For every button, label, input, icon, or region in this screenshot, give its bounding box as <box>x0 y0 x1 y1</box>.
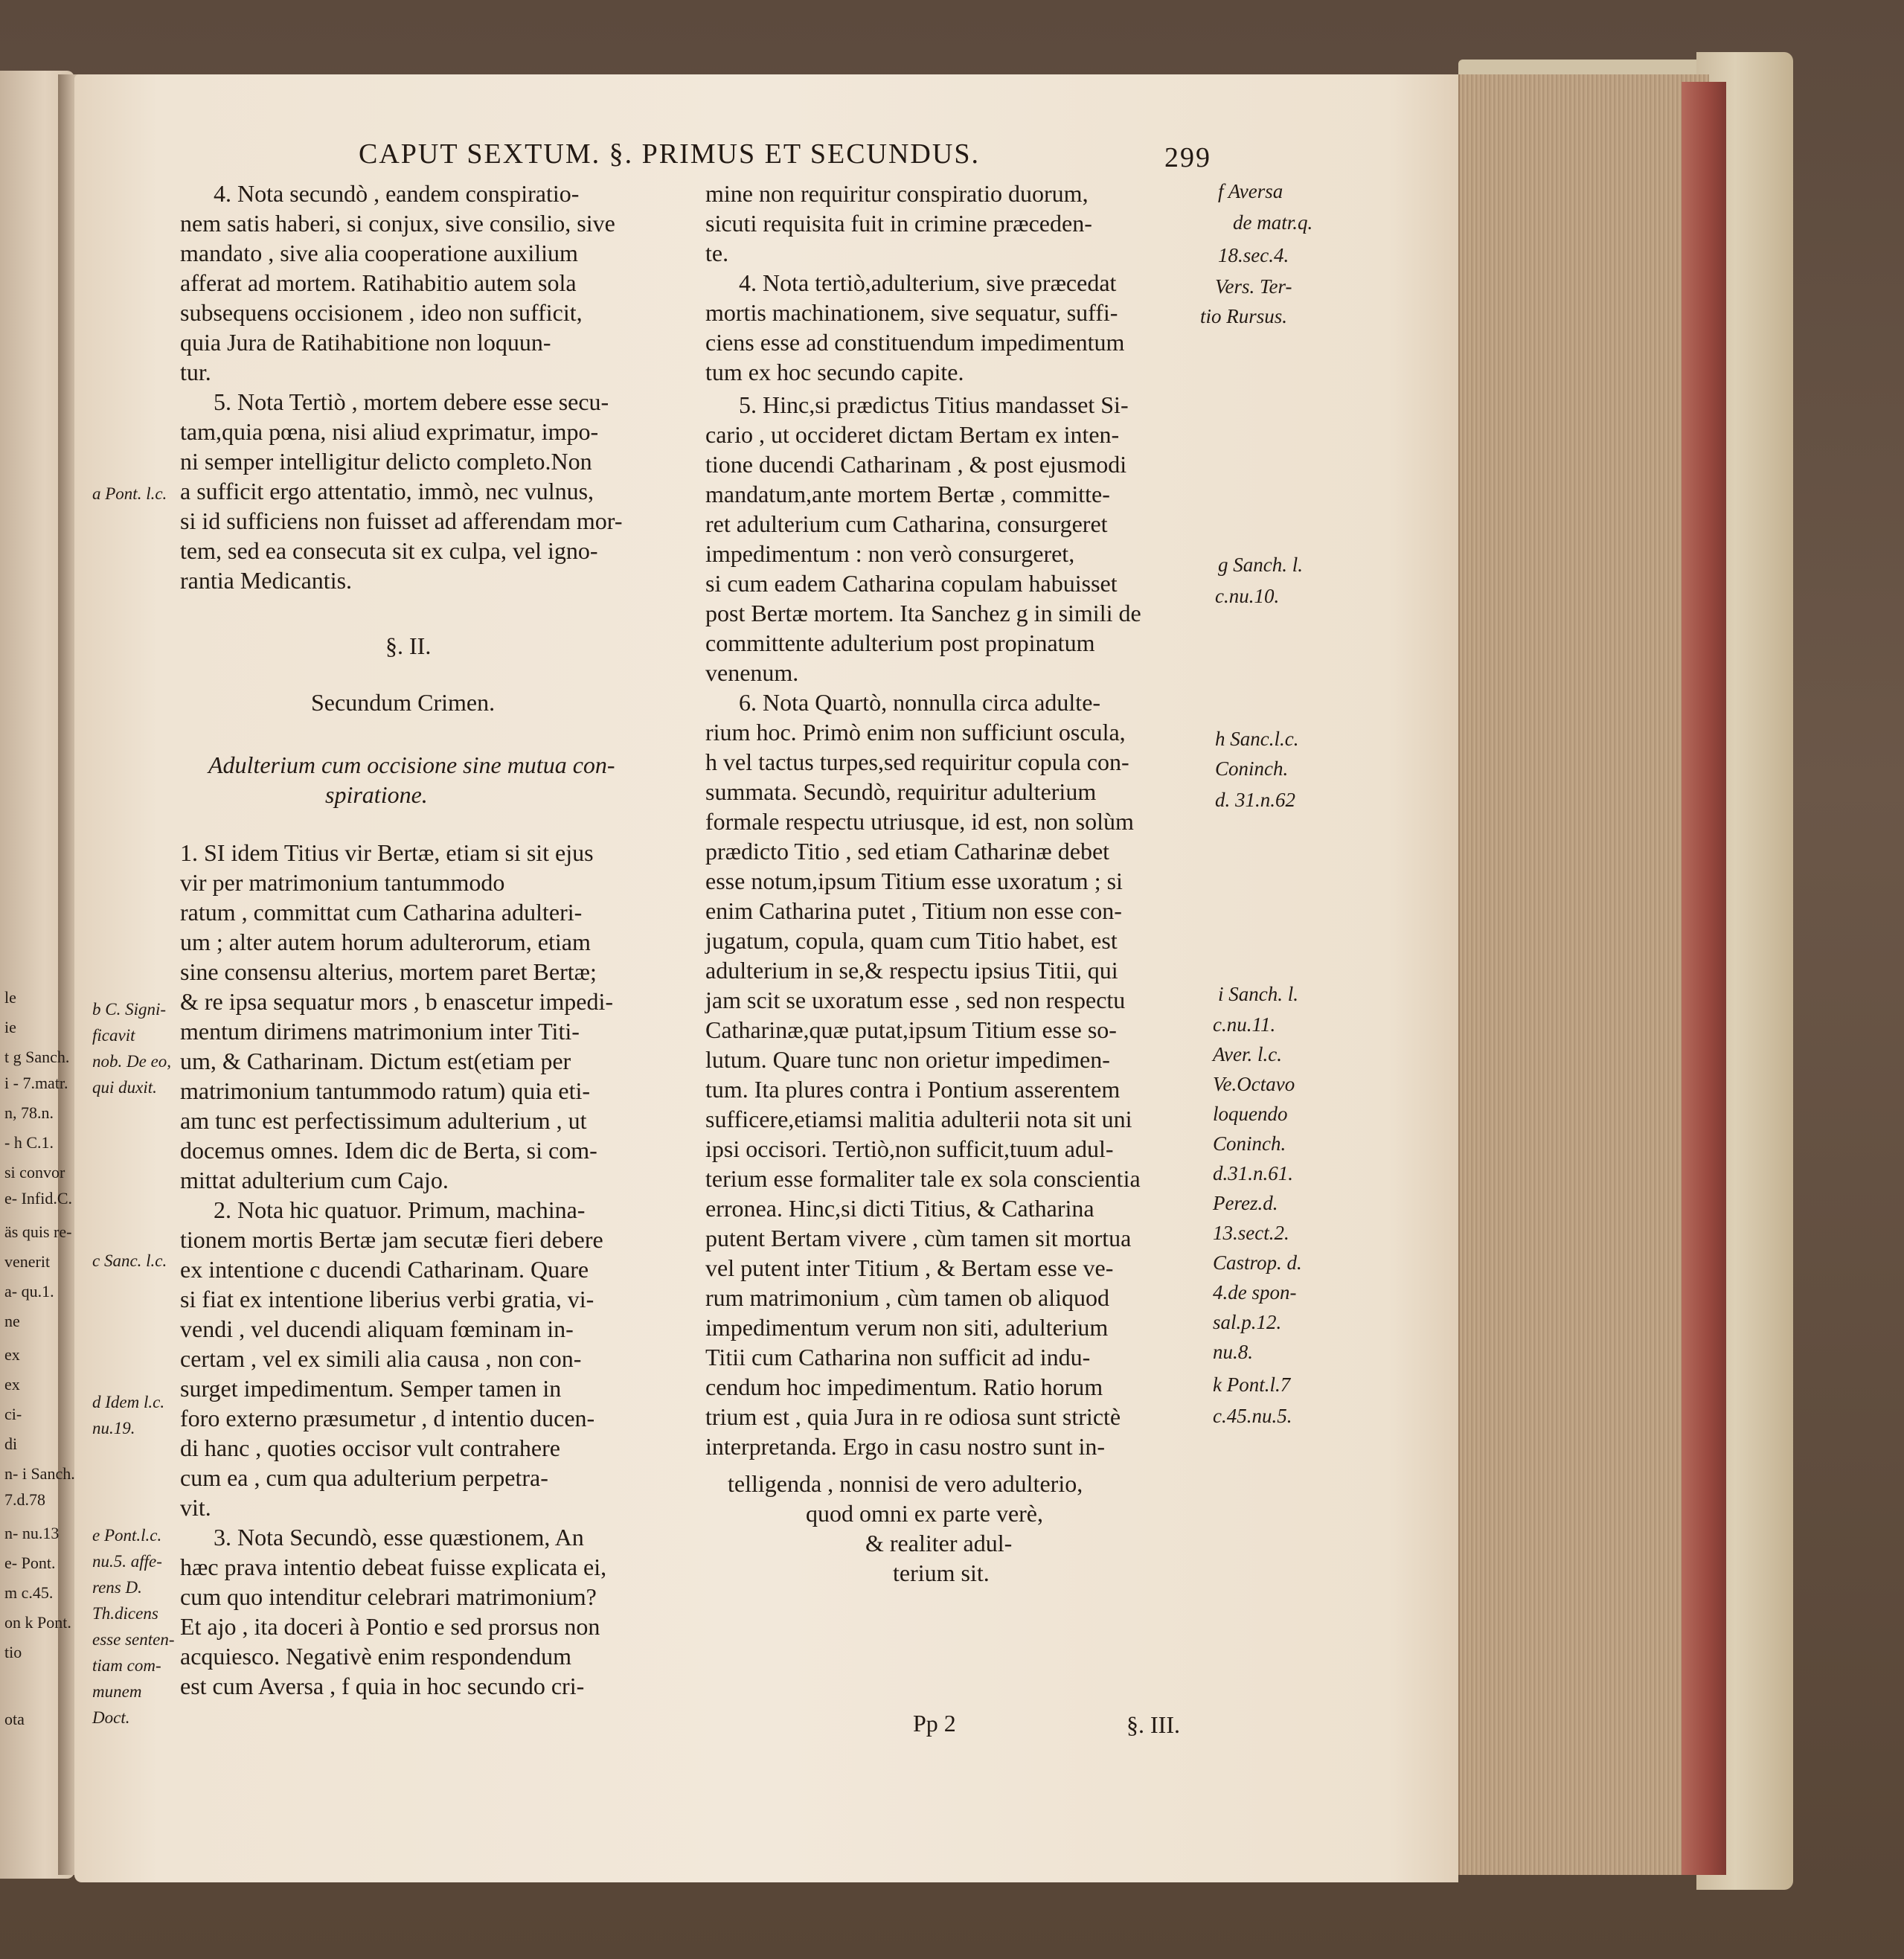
left-line: cum ea , cum qua adulterium perpetra- <box>180 1464 548 1491</box>
right-line: te. <box>705 240 729 266</box>
prev-fragment: di <box>4 1434 18 1453</box>
prev-fragment: ie <box>4 1018 16 1036</box>
left-line: tem, sed ea consecuta sit ex culpa, vel igno- <box>180 537 598 564</box>
section-mark: §. II. <box>385 632 432 659</box>
margin-note: b C. Signi- <box>92 1000 167 1019</box>
right-line: Catharinæ,quæ putat,ipsum Titium esse so- <box>705 1016 1117 1043</box>
margin-note: tio Rursus. <box>1200 305 1288 327</box>
prev-fragment: tio <box>4 1643 22 1661</box>
margin-note: 13.sect.2. <box>1213 1222 1289 1244</box>
right-line: ciens esse ad constituendum impedimentum <box>705 329 1125 356</box>
margin-note: d.31.n.61. <box>1213 1162 1293 1184</box>
right-line: 5. Hinc,si prædictus Titius mandasset Si- <box>739 391 1129 418</box>
prev-fragment: - h C.1. <box>4 1133 54 1152</box>
prev-fragment: 7.d.78 <box>4 1490 45 1509</box>
prev-fragment: n- nu.13 <box>4 1524 60 1542</box>
left-line: 3. Nota Secundò, esse quæstionem, An <box>214 1524 584 1551</box>
right-line: committente adulterium post propinatum <box>705 629 1095 656</box>
left-line: Et ajo , ita doceri à Pontio e sed prorsus non <box>180 1613 600 1640</box>
right-line: sicuti requisita fuit in crimine præceden- <box>705 210 1092 237</box>
margin-note: nu.8. <box>1213 1341 1253 1363</box>
margin-note: de matr.q. <box>1233 211 1313 234</box>
margin-note: munem <box>92 1682 142 1701</box>
prev-fragment: n, 78.n. <box>4 1103 54 1122</box>
left-line: sine consensu alterius, mortem paret Bertæ; <box>180 958 597 985</box>
left-line: matrimonium tantummodo ratum) quia eti- <box>180 1077 590 1104</box>
left-line: est cum Aversa , f quia in hoc secundo cri- <box>180 1673 585 1699</box>
margin-note: 18.sec.4. <box>1218 244 1289 266</box>
left-line: ratum , committat cum Catharina adulteri- <box>180 899 583 926</box>
prev-fragment: e- Infid.C. <box>4 1189 73 1208</box>
left-line: tionem mortis Bertæ jam secutæ fieri debere <box>180 1226 603 1253</box>
right-line: cendum hoc impedimentum. Ratio horum <box>705 1373 1103 1400</box>
right-line: jugatum, copula, quam cum Titio habet, est <box>705 927 1118 954</box>
right-line: rium hoc. Primò enim non sufficiunt oscula, <box>705 719 1126 746</box>
left-line: vendi , vel ducendi aliquam fœminam in- <box>180 1315 574 1342</box>
left-line: 2. Nota hic quatuor. Primum, machina- <box>214 1196 586 1223</box>
prev-fragment: ne <box>4 1312 20 1330</box>
margin-note: c.nu.11. <box>1213 1013 1276 1036</box>
margin-note: Castrop. d. <box>1213 1251 1302 1274</box>
margin-note: nob. De eo, <box>92 1052 172 1071</box>
margin-note: ficavit <box>92 1026 135 1045</box>
left-line: vir per matrimonium tantummodo <box>180 869 505 896</box>
margin-note: f Aversa <box>1218 180 1283 202</box>
margin-note: i Sanch. l. <box>1218 983 1298 1005</box>
right-line: terium esse formaliter tale ex sola conscientia <box>705 1165 1141 1192</box>
right-line: vel putent inter Titium , & Bertam esse ve- <box>705 1254 1114 1281</box>
left-line: ni semper intelligitur delicto completo.Non <box>180 448 592 475</box>
section-title: Secundum Crimen. <box>311 689 496 716</box>
closing-line: telligenda , nonnisi de vero adulterio, <box>728 1470 1083 1497</box>
right-line: jam scit se uxoratum esse , sed non respectu <box>705 987 1126 1013</box>
prev-fragment: n- i Sanch. <box>4 1464 75 1483</box>
prev-fragment: on k Pont. <box>4 1613 71 1632</box>
left-line: di hanc , quoties occisor vult contrahere <box>180 1434 560 1461</box>
right-line: enim Catharina putet , Titium non esse con- <box>705 897 1122 924</box>
left-line: 5. Nota Tertiò , mortem debere esse secu- <box>214 388 609 415</box>
right-line: 6. Nota Quartò, nonnulla circa adulte- <box>739 689 1101 716</box>
margin-note: 4.de spon- <box>1213 1281 1297 1304</box>
right-line: tum. Ita plures contra i Pontium asserentem <box>705 1076 1121 1103</box>
left-line: 1. SI idem Titius vir Bertæ, etiam si sit ejus <box>180 839 594 866</box>
left-line: um ; alter autem horum adulterorum, etiam <box>180 929 591 955</box>
right-line: mortis machinationem, sive sequatur, suffi- <box>705 299 1118 326</box>
left-line: tam,quia pœna, nisi aliud exprimatur, impo- <box>180 418 599 445</box>
right-line: erronea. Hinc,si dicti Titius, & Catharina <box>705 1195 1094 1222</box>
red-page-edge <box>1682 82 1726 1875</box>
left-line: si id sufficiens non fuisset ad afferendam mor- <box>180 507 623 534</box>
prev-fragment: e- Pont. <box>4 1554 56 1572</box>
left-line: docemus omnes. Idem dic de Berta, si com- <box>180 1137 597 1164</box>
right-line: sufficere,etiamsi malitia adulterii nota sit uni <box>705 1106 1132 1132</box>
right-line: Titii cum Catharina non sufficit ad indu- <box>705 1344 1091 1370</box>
closing-line: quod omni ex parte verè, <box>806 1500 1043 1527</box>
margin-note: d. 31.n.62 <box>1215 789 1295 811</box>
margin-note: c.nu.10. <box>1215 585 1280 607</box>
left-line: nem satis haberi, si conjux, sive consilio, sive <box>180 210 615 237</box>
margin-note: c Sanc. l.c. <box>92 1251 167 1270</box>
right-line: mine non requiritur conspiratio duorum, <box>705 180 1089 207</box>
margin-note: h Sanc.l.c. <box>1215 728 1299 750</box>
running-title: CAPUT SEXTUM. §. PRIMUS ET SECUNDUS. <box>359 138 980 170</box>
margin-note: c.45.nu.5. <box>1213 1405 1292 1427</box>
closing-line: terium sit. <box>893 1559 990 1586</box>
left-line: subsequens occisionem , ideo non sufficit, <box>180 299 583 326</box>
margin-note: nu.19. <box>92 1419 135 1437</box>
left-line: 4. Nota secundò , eandem conspiratio- <box>214 180 580 207</box>
margin-note: Doct. <box>92 1708 130 1727</box>
margin-note: Coninch. <box>1213 1132 1286 1155</box>
prev-fragment: ex <box>4 1375 20 1394</box>
right-line: rum matrimonium , cùm tamen ob aliquod <box>705 1284 1110 1311</box>
margin-note: Perez.d. <box>1213 1192 1278 1214</box>
left-line: mittat adulterium cum Cajo. <box>180 1167 449 1193</box>
right-line: trium est , quia Jura in re odiosa sunt strictè <box>705 1403 1121 1430</box>
right-line: lutum. Quare tunc non orietur impedimen- <box>705 1046 1110 1073</box>
right-line: h vel tactus turpes,sed requiritur copula con- <box>705 748 1129 775</box>
right-line: impedimentum : non verò consurgeret, <box>705 540 1075 567</box>
right-line: putent Bertam vivere , cùm tamen sit mortua <box>705 1225 1132 1251</box>
left-line: hæc prava intentio debeat fuisse explicata ei, <box>180 1554 607 1580</box>
page-number: 299 <box>1164 142 1211 173</box>
left-line: a sufficit ergo attentatio, immò, nec vulnus, <box>180 478 594 504</box>
right-line: prædicto Titio , sed etiam Catharinæ debet <box>705 838 1110 865</box>
prev-fragment: si convor <box>4 1163 65 1182</box>
left-line: ex intentione c ducendi Catharinam. Quare <box>180 1256 589 1283</box>
margin-note: Coninch. <box>1215 757 1289 780</box>
margin-note: a Pont. l.c. <box>92 484 167 503</box>
margin-note: nu.5. affe- <box>92 1552 162 1571</box>
margin-note: loquendo <box>1213 1103 1288 1125</box>
signature-mark: Pp 2 <box>913 1710 956 1737</box>
left-line: am tunc est perfectissimum adulterium , ut <box>180 1107 587 1134</box>
right-line: 4. Nota tertiò,adulterium, sive præcedat <box>739 269 1117 296</box>
right-line: venenum. <box>705 659 799 686</box>
prev-fragment: t g Sanch. <box>4 1048 70 1066</box>
margin-note: rens D. <box>92 1578 142 1597</box>
prev-fragment: le <box>4 988 16 1007</box>
left-line: si fiat ex intentione liberius verbi gratia, vi- <box>180 1286 594 1312</box>
prev-fragment: a- qu.1. <box>4 1282 54 1301</box>
left-line: tur. <box>180 359 211 385</box>
margin-note: qui duxit. <box>92 1078 157 1097</box>
margin-note: d Idem l.c. <box>92 1393 165 1411</box>
right-line: formale respectu utriusque, id est, non solùm <box>705 808 1134 835</box>
right-line: cario , ut occideret dictam Bertam ex inten- <box>705 421 1120 448</box>
left-line: cum quo intenditur celebrari matrimonium? <box>180 1583 597 1610</box>
page-fore-edge <box>1458 74 1709 1875</box>
left-line: surget impedimentum. Semper tamen in <box>180 1375 562 1402</box>
right-line: ret adulterium cum Catharina, consurgeret <box>705 510 1108 537</box>
margin-note: Th.dicens <box>92 1604 158 1623</box>
right-line: impedimentum verum non siti, adulterium <box>705 1314 1109 1341</box>
right-line: mandatum,ante mortem Bertæ , committe- <box>705 481 1110 507</box>
left-line: certam , vel ex simili alia causa , non con- <box>180 1345 582 1372</box>
margin-note: k Pont.l.7 <box>1213 1373 1291 1396</box>
right-line: adulterium in se,& respectu ipsius Titii, qui <box>705 957 1118 984</box>
left-line: mandato , sive alia cooperatione auxilium <box>180 240 578 266</box>
margin-note: g Sanch. l. <box>1218 554 1303 576</box>
prev-fragment: m c.45. <box>4 1583 54 1602</box>
left-line: & re ipsa sequatur mors , b enascetur impedi- <box>180 988 614 1015</box>
prev-fragment: venerit <box>4 1252 51 1271</box>
left-line: mentum dirimens matrimonium inter Titi- <box>180 1018 580 1045</box>
left-line: foro externo præsumetur , d intentio ducen- <box>180 1405 595 1431</box>
section-subtitle: spiratione. <box>325 781 428 808</box>
right-line: ipsi occisori. Tertiò,non sufficit,tuum adul- <box>705 1135 1114 1162</box>
right-line: si cum eadem Catharina copulam habuisset <box>705 570 1118 597</box>
section-subtitle: Adulterium cum occisione sine mutua con- <box>208 751 615 778</box>
prev-fragment: äs quis re- <box>4 1222 72 1241</box>
right-line: interpretanda. Ergo in casu nostro sunt in- <box>705 1433 1106 1460</box>
right-line: post Bertæ mortem. Ita Sanchez g in simili de <box>705 600 1141 626</box>
left-line: vit. <box>180 1494 211 1521</box>
margin-note: Vers. Ter- <box>1215 275 1292 298</box>
margin-note: esse senten- <box>92 1630 175 1649</box>
right-line: esse notum,ipsum Titium esse uxoratum ; si <box>705 868 1123 894</box>
margin-note: tiam com- <box>92 1656 161 1675</box>
closing-line: & realiter adul- <box>865 1530 1013 1556</box>
left-line: um, & Catharinam. Dictum est(etiam per <box>180 1048 571 1074</box>
catchword: §. III. <box>1126 1711 1180 1738</box>
left-line: quia Jura de Ratihabitione non loquun- <box>180 329 551 356</box>
right-line: tione ducendi Catharinam , & post ejusmodi <box>705 451 1127 478</box>
prev-fragment: ex <box>4 1345 20 1364</box>
margin-note: Aver. l.c. <box>1213 1043 1282 1065</box>
left-line: rantia Medicantis. <box>180 567 353 594</box>
margin-note: Ve.Octavo <box>1213 1073 1295 1095</box>
right-line: summata. Secundò, requiritur adulterium <box>705 778 1097 805</box>
prev-fragment: ci- <box>4 1405 22 1423</box>
margin-note: sal.p.12. <box>1213 1311 1282 1333</box>
left-line: acquiesco. Negativè enim respondendum <box>180 1643 572 1670</box>
left-line: afferat ad mortem. Ratihabitio autem sola <box>180 269 577 296</box>
prev-fragment: i - 7.matr. <box>4 1074 68 1092</box>
prev-fragment: ota <box>4 1710 25 1728</box>
margin-note: e Pont.l.c. <box>92 1526 162 1545</box>
right-line: tum ex hoc secundo capite. <box>705 359 964 385</box>
